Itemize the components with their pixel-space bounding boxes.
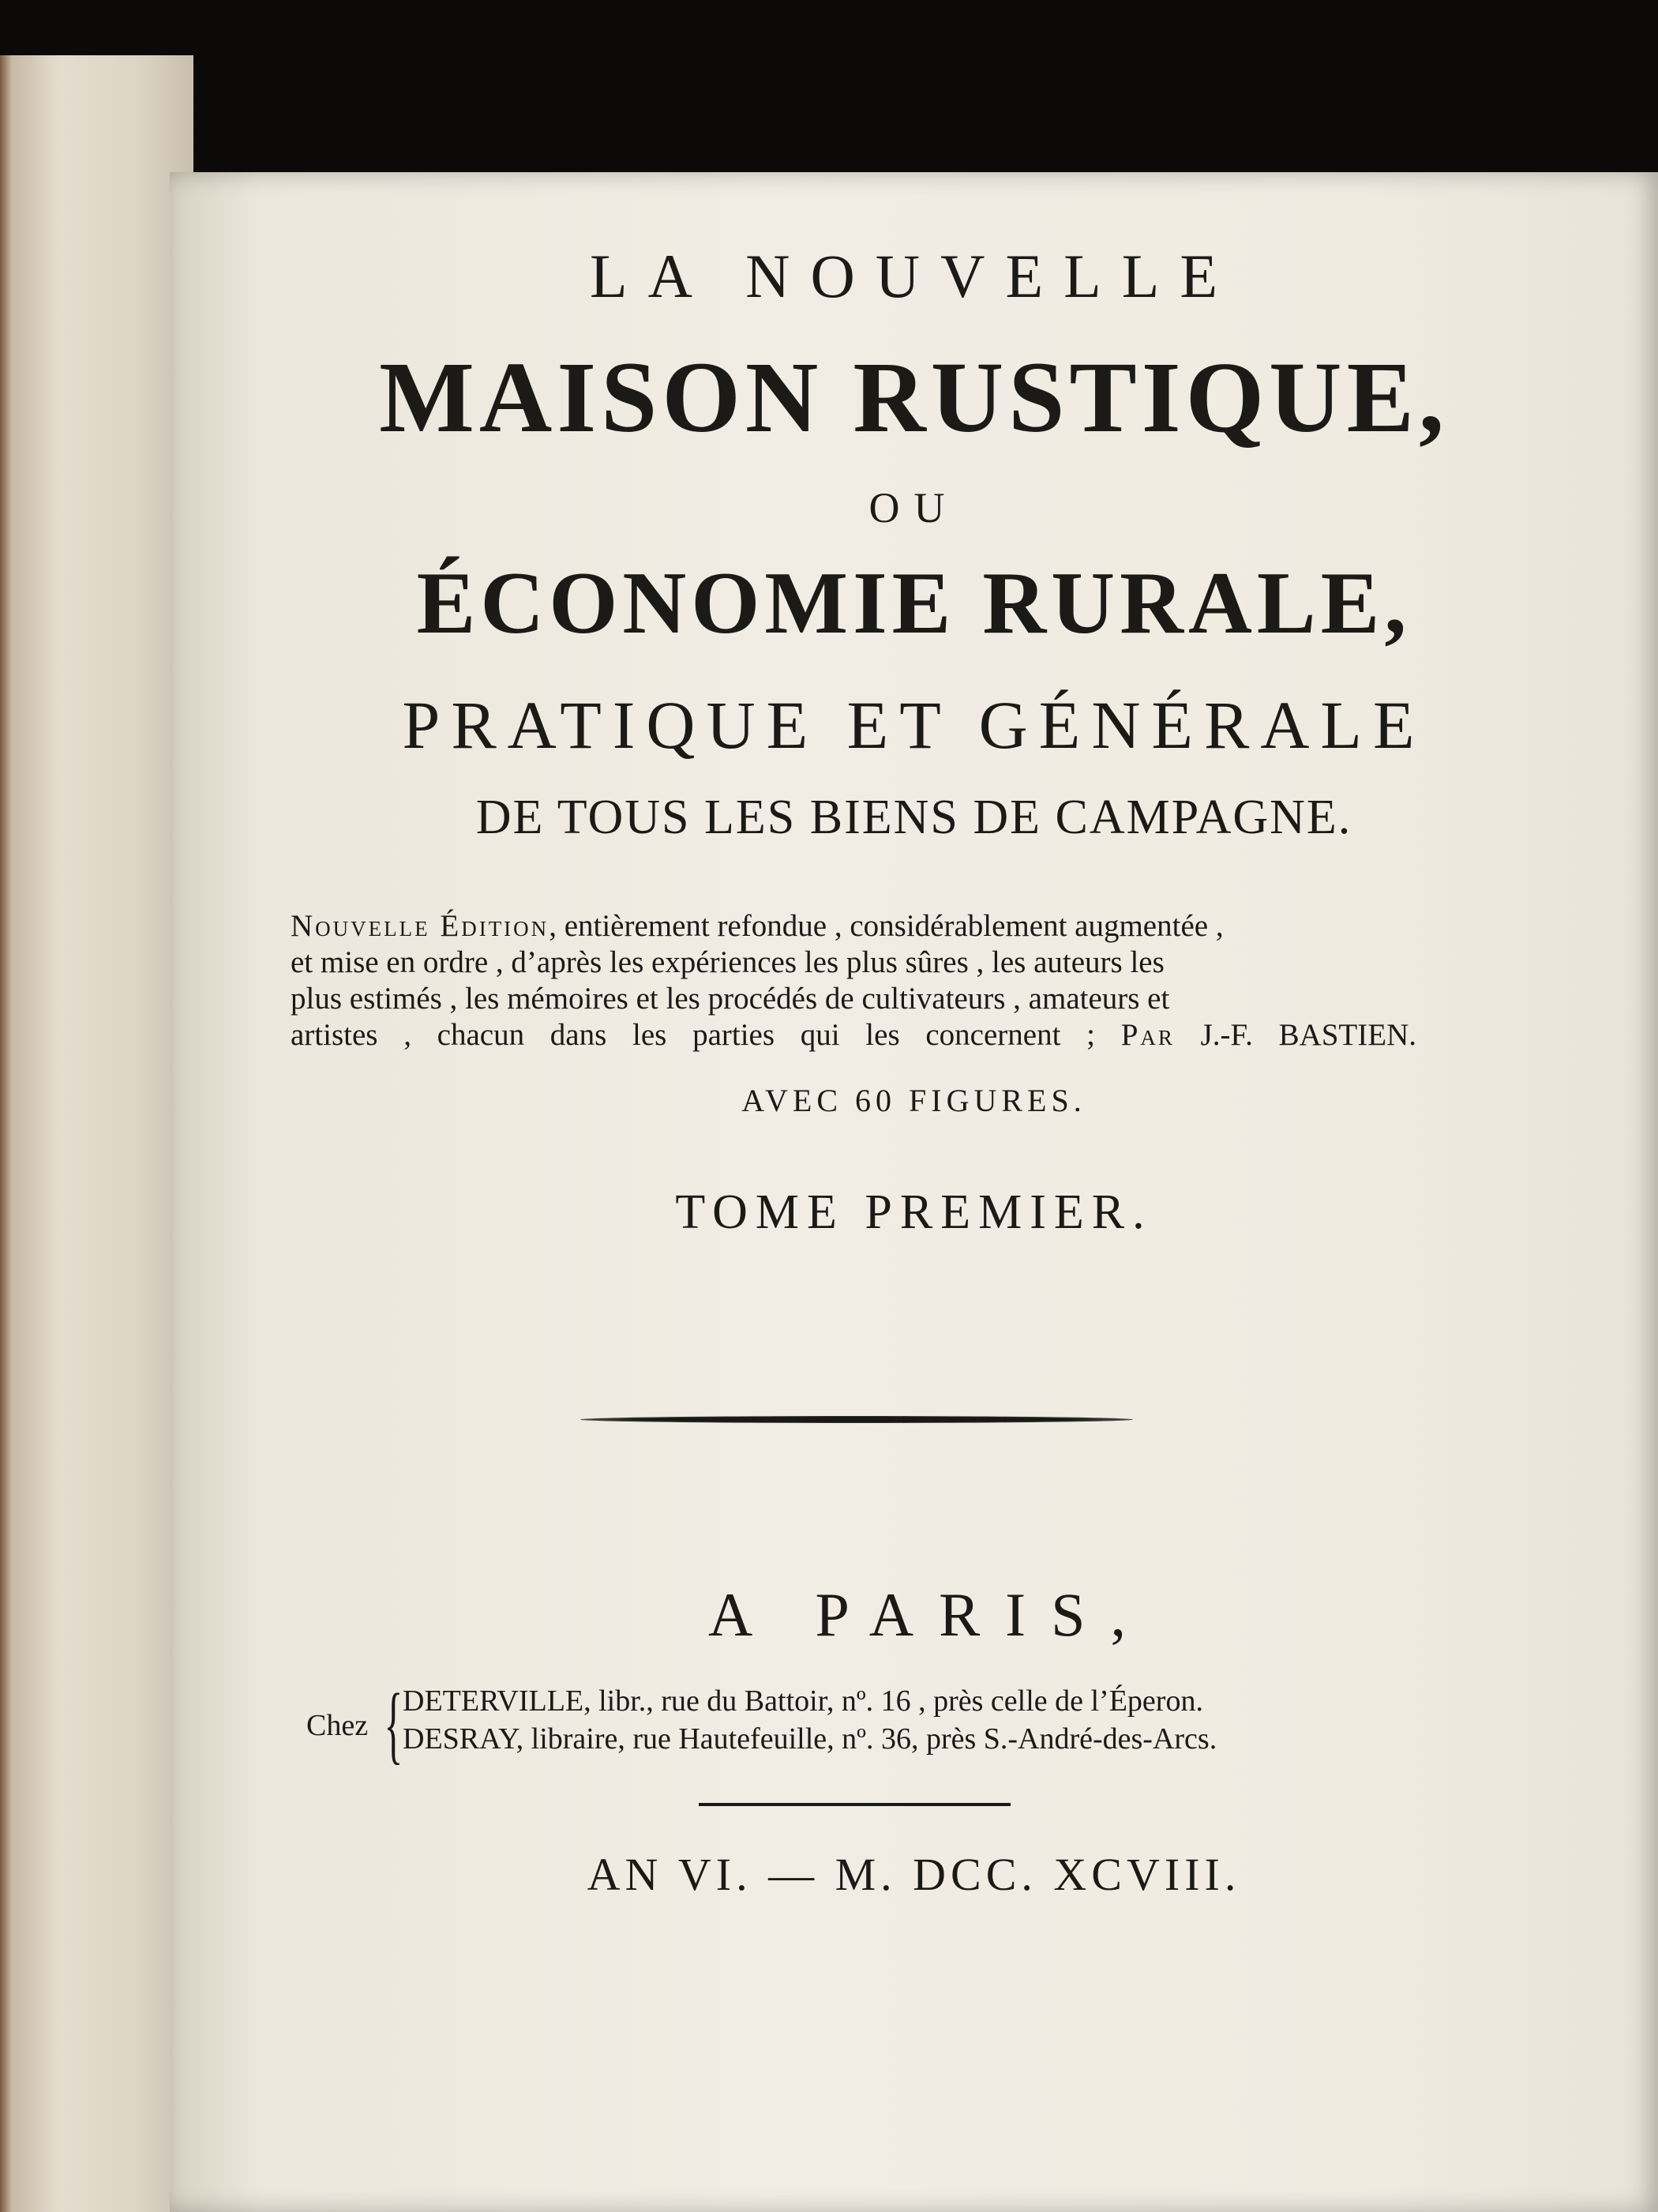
description-line-2: et mise en ordre , d’après les expériences les plus sûres , les auteurs les (291, 945, 1165, 979)
book-left-page-edge (0, 55, 193, 2212)
title-line-6: DE TOUS LES BIENS DE CAMPAGNE. (475, 791, 1352, 844)
chez-label: Chez (306, 1709, 369, 1742)
publisher-1: DETERVILLE, libr., rue du Battoir, nº. 16 , près celle de l’Éperon. (403, 1684, 1203, 1718)
ornamental-rule (580, 1416, 1133, 1423)
author-name: J.-F. BASTIEN. (1174, 1018, 1416, 1052)
description-line-3: plus estimés , les mémoires et les procédés de cultivateurs , amateurs et (291, 982, 1170, 1016)
short-rule (699, 1803, 1011, 1806)
title-line-3: OU (868, 484, 959, 531)
title-line-4: ÉCONOMIE RURALE, (416, 554, 1412, 652)
description-line-1: Nouvelle Édition, entièrement refondue , considérablement augmentée , (291, 909, 1224, 943)
par-label: Par (1120, 1018, 1175, 1052)
edition-label: Nouvelle Édition (291, 909, 550, 943)
brace-glyph: { (384, 1676, 403, 1772)
title-line-1: LA NOUVELLE (589, 242, 1239, 310)
description-line-4: artistes , chacun dans les parties qui les concernent ; Par J.-F. BASTIEN. (291, 1018, 1416, 1052)
imprint-city: A PARIS, (708, 1580, 1151, 1649)
imprint-date: AN VI. — M. DCC. XCVIII. (587, 1849, 1241, 1900)
title-line-2: MAISON RUSTIQUE, (379, 341, 1449, 453)
title-line-5: PRATIQUE ET GÉNÉRALE (402, 687, 1426, 763)
edition-description (291, 908, 1416, 1053)
figures-note: AVEC 60 FIGURES. (741, 1083, 1086, 1118)
publisher-2: DESRAY, libraire, rue Hautefeuille, nº. 36, près S.-André-des-Arcs. (403, 1722, 1217, 1756)
volume-label: TOME PREMIER. (675, 1185, 1153, 1239)
